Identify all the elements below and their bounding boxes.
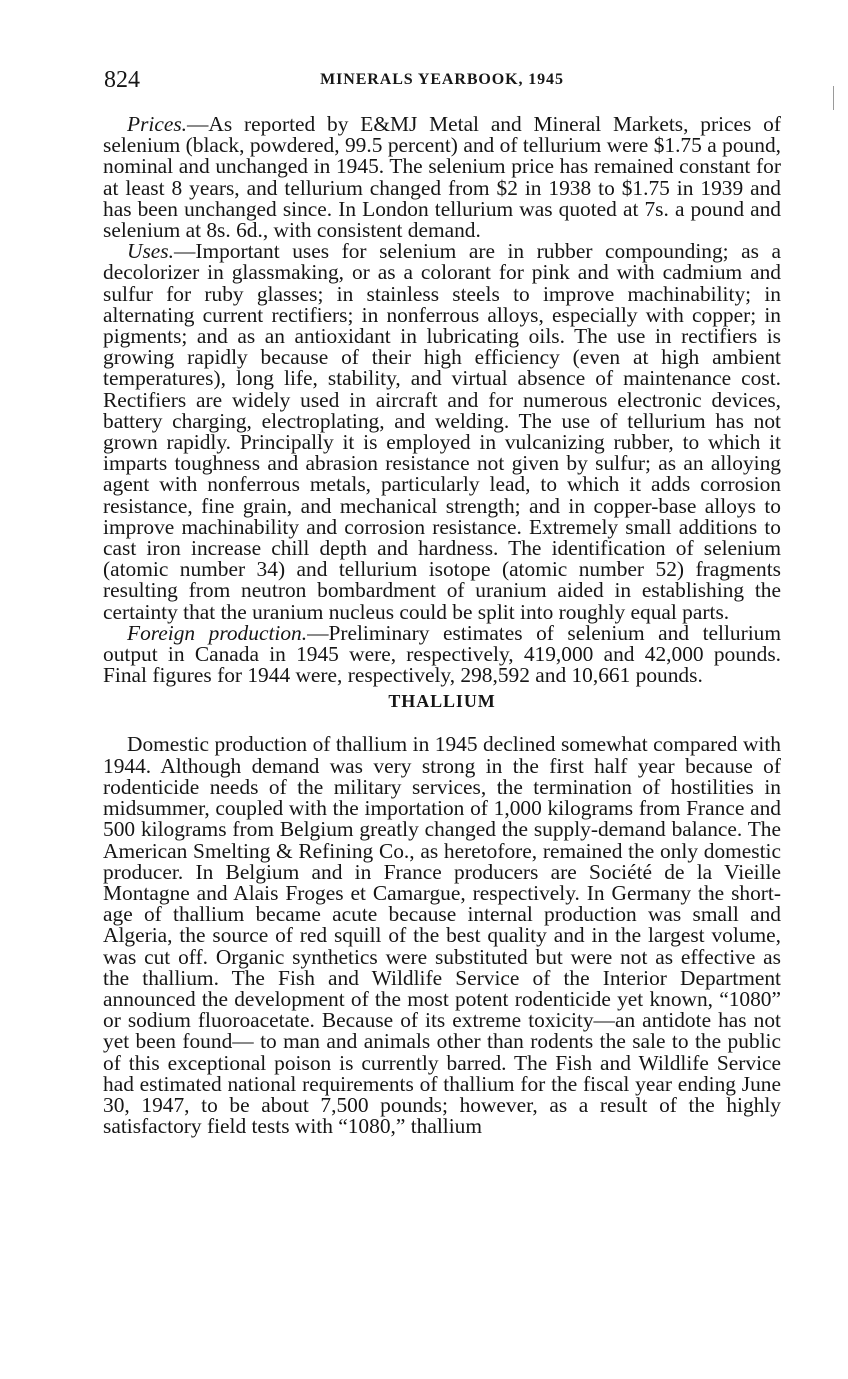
uses-lead: Uses. (127, 239, 174, 264)
prices-text: —As reported by E&MJ Metal and Mineral Markets, prices of selenium (black, powdered, 99.5 percent) and of tellurium were $1.75 a pound, nominal and unchanged in 1945. The selenium price has remained constant for at least 8 years, and tellurium changed from $2 in 1938 to $1.75 in 1939 and has been unchanged since. In London tellurium was quoted at 7s. a pound and selenium at 8s. 6d., with consistent demand. (103, 112, 781, 243)
body-text (103, 114, 781, 1137)
thallium-heading: THALLIUM (388, 691, 496, 712)
uses-paragraph (103, 241, 781, 623)
prices-lead: Prices. (127, 112, 187, 136)
uses-text: —Important uses for selenium are in rubber compounding; as a decolorizer in glassmaking, or as a colorant for pink and with cadmium and sulfur for ruby glasses; in stainless steels to improve machinability; in alternating current rectifiers; in nonferrous alloys, especially with copper; in pigments; and as an antioxidant in lubricating oils. The use in rectifiers is growing rapidly because of their high efficiency (even at high ambient temperatures), long life, stability, and virtual absence of maintenance cost. Rectifiers are widely used in aircraft and for numerous electronic devices, battery charging, electroplating, and welding. The use of tellurium has not grown rapidly. Principally it is employed in vulcanizing rubber, to which it imparts toughness and abrasion resistance not given by sulfur; as an alloying agent with nonferrous metals, particularly lead, to which it adds corrosion resistance, fine grain, and mechanical strength; and in copper-base alloys to improve machinability and corrosion resistance. Extremely small additions to cast iron increase chill depth and hardness. The identification of selenium (atomic number 34) and tellurium isotope (atomic number 52) fragments resulting from neutron bombardment of uranium aided in establishing the certainty that the uranium nucleus could be split into roughly equal parts. (103, 239, 781, 624)
foreign-production-text: —Preliminary estimates of selenium and tellurium output in Canada in 1945 were, respectively, 419,000 and 42,000 pounds. Final figures for 1944 were, respectively, 298,592 and 10,661 pounds. (103, 620, 781, 688)
thallium-paragraph: Domestic production of thallium in 1945 declined somewhat compared with 1944. Although demand was very strong in the first half year because of rodenticide needs of the military services, the termination of hostilities in midsummer, coupled with the importation of 1,000 kilograms from France and 500 kilograms from Belgium greatly changed the supply-demand balance. The American Smelting & Refining Co., as heretofore, remained the only domestic producer. In Belgium and in France producers are Société de la Vieille Montagne and Alais Froges et Camargue, respectively. In Germany the shortage of thallium became acute because internal production was small and Algeria, the source of red squill of the best quality and in the largest volume, was cut off. Organic synthetics were substituted but were not as effective as the thallium. The Fish and Wildlife Service of the Interior Department announced the development of the most potent rodenticide yet known, “1080” or sodium fluoroacetate. Because of its extreme toxicity—an antidote has not yet been found— to man and animals other than rodents the sale to the public of this exceptional poison is currently barred. The Fish and Wildlife Service had estimated national requirements of thallium for the fiscal year ending June 30, 1947, to be about 7,500 pounds; however, as a result of the highly satisfactory field tests with “1080,” thallium (103, 732, 781, 1139)
foreign-production-lead: Foreign production. (127, 620, 308, 645)
running-title: MINERALS YEARBOOK, 1945 (320, 71, 564, 88)
page-number: 824 (104, 67, 140, 93)
foreign-production-paragraph (103, 620, 781, 688)
running-head (104, 66, 780, 94)
margin-mark (833, 86, 834, 110)
prices-paragraph (103, 114, 781, 241)
